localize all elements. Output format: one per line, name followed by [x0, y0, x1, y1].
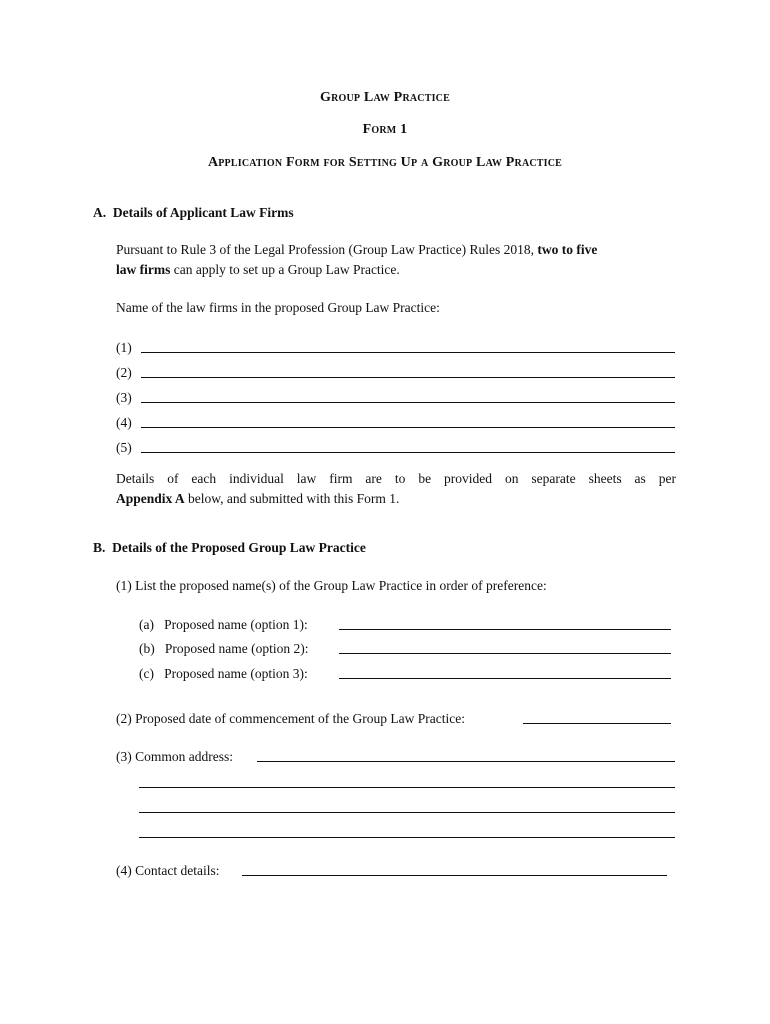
common-address-field-4[interactable]: [139, 837, 675, 838]
form-number: Form 1: [362, 122, 408, 137]
option-2-field[interactable]: [339, 653, 671, 654]
common-address-field-3[interactable]: [139, 812, 675, 813]
details-paragraph-line1: Details of each individual law firm are to be provided on separate sheets as per: [116, 471, 676, 486]
firm-names-prompt: Name of the law firms in the proposed Group Law Practice:: [116, 300, 440, 315]
option-3-label: (c) Proposed name (option 3):: [139, 666, 308, 681]
option-2-label: (b) Proposed name (option 2):: [139, 641, 309, 656]
law-firms-bold: law firms: [116, 262, 171, 277]
firm-label-3: (3): [116, 390, 132, 405]
firm-name-field-3[interactable]: [141, 402, 675, 403]
firm-name-field-1[interactable]: [141, 352, 675, 353]
option-1-label: (a) Proposed name (option 1):: [139, 617, 308, 632]
rule-paragraph-line1: [116, 242, 597, 258]
details-paragraph-line2: [116, 491, 399, 507]
firm-name-field-5[interactable]: [141, 452, 675, 453]
form-subtitle: Application Form for Setting Up a Group Law Practice: [207, 155, 563, 170]
section-b-heading: B. Details of the Proposed Group Law Practice: [93, 540, 366, 555]
contact-details-field[interactable]: [242, 875, 667, 876]
rule-text-end: can apply to set up a Group Law Practice.: [170, 262, 400, 277]
option-3-field[interactable]: [339, 678, 671, 679]
commencement-date-field[interactable]: [523, 723, 671, 724]
firm-label-1: (1): [116, 340, 132, 355]
question-1: (1) List the proposed name(s) of the Group Law Practice in order of preference:: [116, 578, 547, 593]
firm-label-5: (5): [116, 440, 132, 455]
firm-label-4: (4): [116, 415, 132, 430]
rule-text: Pursuant to Rule 3 of the Legal Profession (Group Law Practice) Rules 2018,: [116, 242, 538, 257]
option-1-field[interactable]: [339, 629, 671, 630]
form-title: Group Law Practice: [320, 90, 450, 105]
rule-count-bold: two to five: [537, 242, 598, 257]
firm-name-field-2[interactable]: [141, 377, 675, 378]
question-2: (2) Proposed date of commencement of the Group Law Practice:: [116, 711, 466, 726]
appendix-a-bold: Appendix A: [116, 491, 185, 506]
details-text-end: below, and submitted with this Form 1.: [184, 491, 400, 506]
rule-paragraph-line2: [116, 262, 400, 278]
section-a-heading: A. Details of Applicant Law Firms: [93, 205, 294, 220]
firm-label-2: (2): [116, 365, 132, 380]
question-3: (3) Common address:: [116, 749, 233, 764]
firm-name-field-4[interactable]: [141, 427, 675, 428]
common-address-field-1[interactable]: [257, 761, 675, 762]
common-address-field-2[interactable]: [139, 787, 675, 788]
question-4: (4) Contact details:: [116, 863, 220, 878]
